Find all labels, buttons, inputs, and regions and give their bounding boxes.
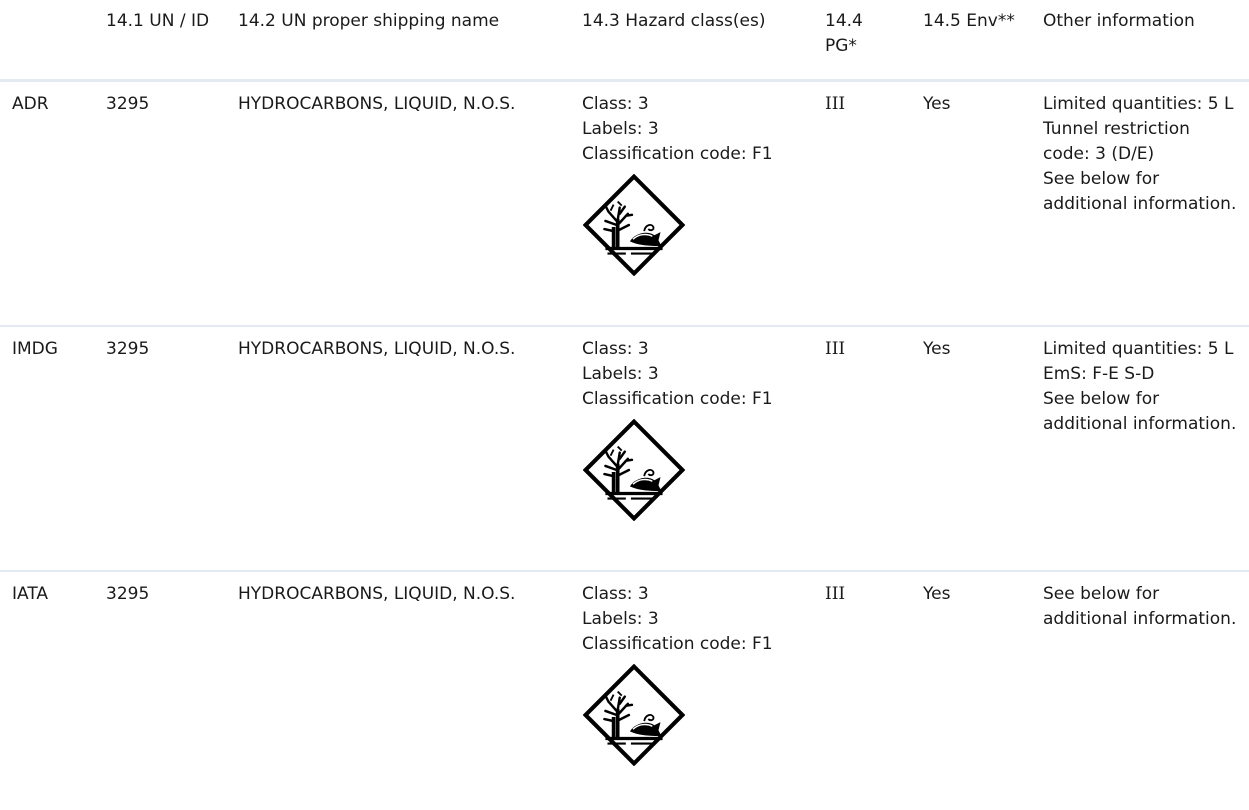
hazard-labels-line: Labels: 3: [582, 118, 659, 139]
un-number: 3295: [94, 80, 226, 326]
un-number: 3295: [106, 584, 150, 604]
header-un-id: 14.1 UN / ID: [94, 0, 226, 80]
un-number: 3295: [94, 326, 226, 571]
packing-group: III: [813, 326, 911, 571]
see-below-line: See below for additional information.: [1043, 168, 1237, 214]
table-row-imdg: [0, 326, 1249, 571]
other-information-cell: [1031, 326, 1249, 571]
limited-quantities-line: Limited quantities: 5 L: [1043, 93, 1234, 114]
header-mode: [0, 0, 94, 80]
hazard-class-line: Class: 3: [582, 93, 649, 114]
environmental-hazard-icon: [583, 664, 685, 766]
see-below-line: See below for additional information.: [1043, 389, 1237, 434]
shipping-name: HYDROCARBONS, LIQUID, N.O.S.: [226, 80, 570, 326]
limited-quantities-line: Limited quantities: 5 L: [1043, 339, 1234, 359]
other-information-cell: [1031, 571, 1249, 809]
hazard-labels-line: Labels: 3: [582, 609, 659, 629]
table-header-row: [0, 0, 1249, 80]
environmental-hazard: Yes: [911, 326, 1031, 571]
hazard-labels-line: Labels: 3: [582, 364, 659, 384]
ems-line: EmS: F-E S-D: [1043, 364, 1155, 384]
packing-group: III: [825, 584, 846, 604]
hazard-class-line: Class: 3: [582, 584, 649, 604]
packing-group: III: [813, 80, 911, 326]
header-other-information: Other information: [1031, 0, 1249, 80]
classification-code-line: Classification code: F1: [582, 634, 773, 654]
header-shipping-name: 14.2 UN proper shipping name: [226, 0, 570, 80]
environmental-hazard: Yes: [923, 584, 951, 604]
table-row-adr: [0, 80, 1249, 326]
transport-mode: IMDG: [0, 326, 94, 571]
hazard-class-line: Class: 3: [582, 339, 649, 359]
classification-code-line: Classification code: F1: [582, 389, 773, 409]
shipping-name: HYDROCARBONS, LIQUID, N.O.S.: [226, 326, 570, 571]
header-environmental-hazard: 14.5 Env**: [911, 0, 1031, 80]
other-information-cell: [1031, 80, 1249, 326]
tunnel-restriction-line: Tunnel restriction code: 3 (D/E): [1043, 118, 1190, 164]
transport-mode: ADR: [0, 80, 94, 326]
environmental-hazard: Yes: [911, 80, 1031, 326]
hazard-class-cell: [570, 326, 813, 571]
shipping-name: HYDROCARBONS, LIQUID, N.O.S.: [238, 584, 516, 604]
hazard-class-cell: [570, 571, 813, 809]
table-row-iata: [0, 571, 1249, 809]
see-below-line: See below for additional information.: [1043, 584, 1237, 629]
transport-mode: IATA: [12, 584, 49, 604]
environmental-hazard-icon: [583, 419, 685, 521]
hazard-class-cell: [570, 80, 813, 326]
classification-code-line: Classification code: F1: [582, 143, 773, 164]
header-hazard-class: 14.3 Hazard class(es): [570, 0, 813, 80]
environmental-hazard-icon: [583, 174, 685, 276]
header-packing-group: 14.4 PG*: [813, 0, 911, 80]
